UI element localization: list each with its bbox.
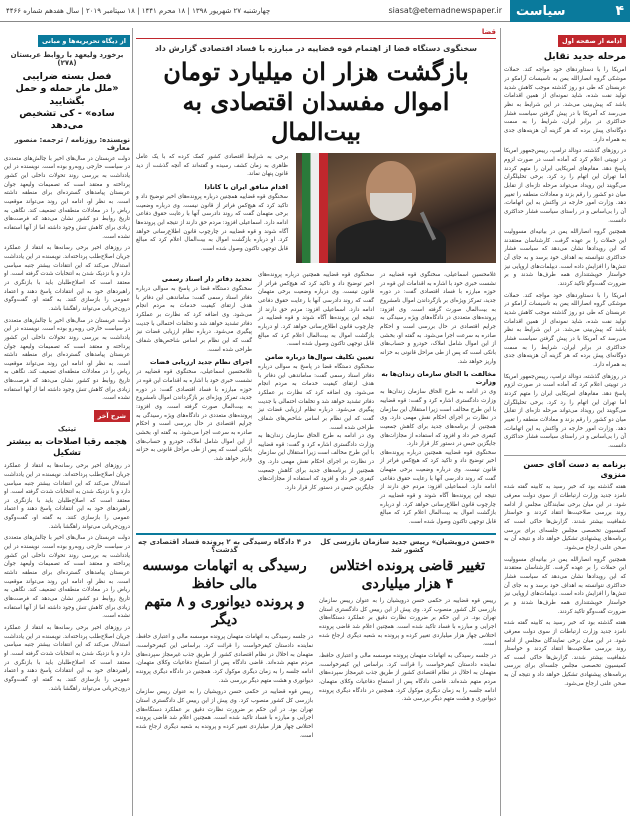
story-body: در جلسه رسیدگی به اتهامات متهمان پرونده موسسه مالی و اعتباری حافظ، نماینده دادستان کیفرخواست را قرائت کرد. براساس این کیفرخواست، متهمان به اخلال در نظام اقتصادی کشور از طریق جذب غیرمجاز سپرده‌های مردم متهم شده‌اند. قاضی دادگاه پس از استماع دفاعیات وکلای متهمان، ادامه جلسه را به زمان دیگری موکول کرد. همچنین در دادگاه دیگری پرونده دیوانوری و هشت متهم دیگر بررسی شد.	[319, 653, 496, 703]
column-body: در روزهای گذشته، دونالد ترامپ، رییس‌جمهور امریکا در توییتی اعلام کرد که آماده است در صورت لزوم پاسخ دهد. مقام‌های امریکایی ایران را متهم کردند اما تهران این اتهام را رد کرد. برخی تحلیلگران می‌گویند این رویداد می‌تواند مرحله تازه‌ای از تقابل میان دو کشور را رقم بزند و معادلات منطقه را تغییر دهد. وزارت امور خارجه در واکنش به این اتهامات، آن را بی‌اساس و در راستای سیاست فشار حداکثری دانست.	[504, 373, 626, 449]
subheading: تحدید دفاتر دار اسناد رسمی	[161, 275, 252, 283]
story-title: هجمه رقبا اصلاحات به بیشتر تشکیل	[7, 437, 127, 459]
photo-figure	[370, 193, 412, 221]
body-text: سخنگوی دستگاه قضا در پاسخ به سوالی درباره دفاتر اسناد رسمی گفت: ساماندهی این دفاتر با هدف ارتقای کیفیت خدمات به مردم انجام می‌شود. وی اضافه کرد که نظارت بر عملکرد دفاتر تشدید خواهد شد و تخلفات احتمالی با جدیت پیگیری می‌شود. درباره نظام ارزیابی قضات نیز گفت که این نظام بر اساس شاخص‌های شفاف طراحی شده است.	[258, 363, 374, 431]
headline-line: تغییر قاضی پرونده اختلاس	[329, 557, 486, 574]
story-body: دولت عربستان در سال‌های اخیر با چالش‌های متعددی در سیاست خارجی روبه‌رو بوده است. نویسنده در این یادداشت به بررسی روند تحولات داخلی این کشور پرداخته و معتقد است که تصمیمات ولیعهد جوان عربستان پیامدهای گسترده‌ای برای منطقه داشته است. به نظر او، ادامه این روند می‌تواند موقعیت ریاض را در معادلات منطقه‌ای تضعیف کند. نگاهی به تاریخ روابط دو کشور نشان می‌دهد که فرصت‌های زیادی برای کاهش تنش وجود داشته اما از آنها استفاده نشده است.	[4, 535, 130, 620]
spokesperson-photo	[296, 153, 496, 263]
story-overline: در ۴ دادگاه رسیدگی به ۲ پرونده فساد اقتصادی چه گذشت؟	[137, 537, 312, 554]
bottom-stories	[136, 533, 496, 741]
left-column	[4, 28, 130, 816]
story-body: رییس قوه قضاییه در حکمی حسن درویشیان را به عنوان رییس سازمان بازرسی کل کشور منصوب کرد. وی پیش از این رییس کل دادگستری استان تهران بود. در این حکم بر ضرورت نظارت دقیق بر عملکرد دستگاه‌های اجرایی و مبارزه با فساد تاکید شده است. همچنین اعلام شد قاضی پرونده اختلاس چهار هزار میلیاردی تغییر کرده و پرونده به شعبه دیگری ارجاع شده است.	[319, 598, 496, 648]
body-text: سخنگوی دستگاه قضا در پاسخ به سوالی درباره دفاتر اسناد رسمی گفت: ساماندهی این دفاتر با هدف ارتقای کیفیت خدمات به مردم انجام می‌شود. وی اضافه کرد که نظارت بر عملکرد دفاتر تشدید خواهد شد و تخلفات احتمالی با جدیت پیگیری می‌شود. درباره نظام ارزیابی قضات نیز گفت که این نظام بر اساس شاخص‌های شفاف طراحی شده است.	[136, 286, 252, 353]
bottom-story-left	[136, 538, 313, 741]
column-body: دولت عربستان در سال‌های اخیر با چالش‌های متعددی در سیاست خارجی روبه‌رو بوده است. نویسنده در این یادداشت به بررسی روند تحولات داخلی این کشور پرداخته و معتقد است که تصمیمات ولیعهد جوان عربستان پیامدهای گسترده‌ای برای منطقه داشته است. به نظر او، ادامه این روند می‌تواند موقعیت ریاض را در معادلات منطقه‌ای تضعیف کند. نگاهی به تاریخ روابط دو کشور نشان می‌دهد که فرصت‌های زیادی برای کاهش تنش وجود داشته اما از آنها استفاده نشده است.	[4, 317, 130, 402]
flag-image	[302, 153, 328, 263]
column-body: امریکا را با دستاوردهای خود مواجه کند. حملات موشکی گروه انصارالله یمن به تاسیسات آرامکو در عربستان که طی دو روز گذشته موجب کاهش شدید تولید نفت شده، شاید نمونه‌ای از همین اقدامات باشد که پیش‌بینی می‌شد. در این شرایط به نظر می‌رسد که آمریکا با در پیش گرفتن سیاست فشار حداکثری در برابر ایران، شرایط را به سمت دوگانه‌ای پیش برده که هر گزینه آن هزینه‌های جدی به همراه دارد.	[504, 67, 626, 143]
divider	[504, 455, 626, 456]
column-body: امریکا را با دستاوردهای خود مواجه کند. حملات موشکی گروه انصارالله یمن به تاسیسات آرامکو در عربستان که طی دو روز گذشته موجب کاهش شدید تولید نفت شده، شاید نمونه‌ای از همین اقدامات باشد که پیش‌بینی می‌شد. در این شرایط به نظر می‌رسد که آمریکا با در پیش گرفتن سیاست فشار حداکثری در برابر ایران، شرایط را به سمت دوگانه‌ای پیش برده که هر گزینه آن هزینه‌های جدی به همراه دارد.	[504, 292, 626, 368]
body-text: وی در ادامه به طرح الحاق سازمان زندان‌ها به وزارت دادگستری اشاره کرد و گفت: قوه قضاییه با این طرح مخالف است زیرا استقلال این سازمان در نظارت بر اجرای احکام نقش مهمی دارد. وی همچنین از برنامه‌های جدید برای کاهش جمعیت کیفری خبر داد و افزود که استفاده از مجازات‌های جایگزین حبس در دستور کار قرار دارد.	[258, 433, 374, 492]
story-body: در روزهای اخیر برخی رسانه‌ها به انتقاد از عملکرد جریان اصلاح‌طلب پرداخته‌اند. نویسنده در این یادداشت استدلال می‌کند که این انتقادات بیشتر جنبه سیاسی دارد و با نزدیک شدن به انتخابات شدت گرفته است. او معتقد است که اصلاح‌طلبان باید با بازنگری در راهبردهای خود به این انتقادات پاسخ دهند و اعتماد عمومی را بازسازی کنند. به گفته او، گفت‌وگوی درون‌جریانی می‌تواند راهگشا باشد.	[4, 463, 130, 530]
headline-line: بازگشت هزار ان میلیارد تومان	[163, 57, 469, 86]
body-text: غلامحسین اسماعیلی، سخنگوی قوه قضاییه در نشست خبری خود با اشاره به اقدامات این قوه در حوزه مبارزه با فساد اقتصادی گفت: در دوره جدید، تمرکز ویژه‌ای بر بازگرداندن اموال نامشروع به بیت‌المال صورت گرفته است. وی افزود: پرونده‌های متعددی در دادگاه‌های ویژه رسیدگی به جرایم اقتصادی در حال بررسی است و احکام صادره به سرعت اجرا می‌شود. به گفته او، بخشی از این اموال شامل املاک، خودرو و حساب‌های بانکی است که پس از طی مراحل قانونی به خزانه واریز خواهد شد.	[380, 272, 496, 365]
column-kicker: شرح آخر	[94, 410, 130, 422]
body-text: سخنگوی قوه قضاییه همچنین درباره پرونده‌های اخیر توضیح داد و تاکید کرد که هیچ‌کس فراتر از قانون نیست. وی درباره وضعیت برخی متهمان گفت که روند دادرسی آنها با رعایت حقوق دفاعی ادامه دارد. اسماعیلی افزود: مردم حق دارند از نتیجه این پرونده‌ها آگاه شوند و قوه قضاییه در چارچوب قانون اطلاع‌رسانی خواهد کرد. او درباره بازگشت اموال به بیت‌المال اعلام کرد که مبالغ قابل توجهی تاکنون وصول شده است.	[380, 449, 496, 526]
author-line: نویسنده: روزنامه / ترجمه: منصور معارف	[14, 135, 130, 152]
subheading: اقدام منافق ایران با کانادا	[204, 182, 288, 191]
body-text: غلامحسین اسماعیلی، سخنگوی قوه قضاییه در نشست خبری خود با اشاره به اقدامات این قوه در حوزه مبارزه با فساد اقتصادی گفت: در دوره جدید، تمرکز ویژه‌ای بر بازگرداندن اموال نامشروع به بیت‌المال صورت گرفته است. وی افزود: پرونده‌های متعددی در دادگاه‌های ویژه رسیدگی به جرایم اقتصادی در حال بررسی است و احکام صادره به سرعت اجرا می‌شود. به گفته او، بخشی از این اموال شامل املاک، خودرو و حساب‌های بانکی است که پس از طی مراحل قانونی به خزانه واریز خواهد شد.	[136, 369, 252, 462]
bottom-story-right	[319, 538, 496, 741]
column-kicker: ادامه از صفحه اول	[558, 35, 626, 47]
story-headline	[319, 557, 496, 593]
story-columns	[136, 271, 496, 527]
headline-line: رسیدگی به اتهامات موسسه مالی حافظ	[142, 557, 307, 592]
headline-line: و پرونده دیوانوری و ۸ متهم دیگر	[144, 594, 305, 629]
section-banner	[510, 0, 630, 22]
column-body: در روزهای گذشته، دونالد ترامپ، رییس‌جمهور امریکا در توییتی اعلام کرد که آماده است در صورت لزوم پاسخ دهد. مقام‌های امریکایی ایران را متهم کردند اما تهران این اتهام را رد کرد. برخی تحلیلگران می‌گویند این رویداد می‌تواند مرحله تازه‌ای از تقابل میان دو کشور را رقم بزند و معادلات منطقه را تغییر دهد. وزارت امور خارجه در واکنش به این اتهامات، آن را بی‌اساس و در راستای سیاست فشار حداکثری دانست.	[504, 148, 626, 224]
subheading: مخالفت با الحاق سازمان زندان‌ها به وزارت	[381, 370, 496, 387]
subheading: تعیین تکلیف سوال‌ها درباره ضامن	[264, 352, 374, 361]
lead-text: برخی به شرایط اقتصادی کشور کمک کرده که با یک عامل ظاهری به زمان کشف رسیده و گفته‌اند که آنچه گذشت از دید قانون پنهان نماند.	[136, 154, 288, 178]
column-body: دولت عربستان در سال‌های اخیر با چالش‌های متعددی در سیاست خارجی روبه‌رو بوده است. نویسنده در این یادداشت به بررسی روند تحولات داخلی این کشور پرداخته و معتقد است که تصمیمات ولیعهد جوان عربستان پیامدهای گسترده‌ای برای منطقه داشته است. به نظر او، ادامه این روند می‌تواند موقعیت ریاض را در معادلات منطقه‌ای تضعیف کند. نگاهی به تاریخ روابط دو کشور نشان می‌دهد که فرصت‌های زیادی برای کاهش تنش وجود داشته اما از آنها استفاده نشده است.	[4, 155, 130, 240]
page-number: ۴	[615, 3, 624, 19]
column-title: مرحله جدید تقابل	[543, 51, 626, 62]
subheading: اجرای نظام جدید ارزیابی قضات	[149, 358, 252, 367]
story-column	[258, 271, 374, 527]
story-body: هفته گذشته بود که خبر رسید به کابینه گفته شده نامزد جدید وزارت ارتباطات از سوی دولت معرفی شود. در این میان برخی نمایندگان مجلس از ادامه روند بررسی صلاحیت‌ها انتقاد کردند و خواستار شفافیت بیشتر شدند. گزارش‌ها حاکی است که کمیسیون تخصصی مجلس جلسه‌ای برای بررسی برنامه‌های پیشنهادی تشکیل خواهد داد و نتیجه آن به صحن علنی ارجاع می‌شود.	[504, 620, 626, 687]
story-overline: سخنگوی دستگاه قضا از اهتمام قوه قضاییه در مبارزه با فساد اقتصادی گزارش داد	[154, 44, 478, 53]
lead-column	[136, 153, 288, 254]
main-headline	[136, 57, 496, 147]
story-body: همچنین گروه انصارالله یمن در بیانیه‌ای مسوولیت این حملات را بر عهده گرفت. کارشناسان معتقدند که این رویدادها نشان می‌دهد که سیاست فشار حداکثری نتوانسته به اهداف خود برسد و به جای آن تنش‌ها را افزایش داده است. دیپلمات‌های اروپایی نیز خواستار خویشتنداری همه طرف‌ها شدند و بر ضرورت گفت‌وگو تاکید کردند.	[504, 556, 626, 615]
column-divider	[500, 28, 501, 816]
column-kicker: از دیگاه تحریریه‌ها و مبانی	[38, 35, 130, 47]
body-text: سخنگوی قوه قضاییه همچنین درباره پرونده‌های اخیر توضیح داد و تاکید کرد که هیچ‌کس فراتر از قانون نیست. وی درباره وضعیت برخی متهمان گفت که روند دادرسی آنها با رعایت حقوق دفاعی ادامه دارد. اسماعیلی افزود: مردم حق دارند از نتیجه این پرونده‌ها آگاه شوند و قوه قضاییه در چارچوب قانون اطلاع‌رسانی خواهد کرد. او درباره بازگشت اموال به بیت‌المال اعلام کرد که مبالغ قابل توجهی تاکنون وصول شده است.	[258, 272, 374, 348]
story-section-bar	[136, 28, 496, 39]
story-overline: «حسن درویشیان» رییس جدید سازمان بازرسی کل کشور شد	[320, 537, 495, 554]
column-body: در روزهای اخیر برخی رسانه‌ها به انتقاد از عملکرد جریان اصلاح‌طلب پرداخته‌اند. نویسنده در این یادداشت استدلال می‌کند که این انتقادات بیشتر جنبه سیاسی دارد و با نزدیک شدن به انتخابات شدت گرفته است. او معتقد است که اصلاح‌طلبان باید با بازنگری در راهبردهای خود به این انتقادات پاسخ دهند و اعتماد عمومی را بازسازی کنند. به گفته او، گفت‌وگوی درون‌جریانی می‌تواند راهگشا باشد.	[4, 245, 130, 312]
story-column	[136, 271, 252, 527]
column-overline: برخورد ولیعهد با روابط عربستان (۲۷۸)	[10, 51, 124, 67]
right-column	[504, 28, 626, 816]
page-header	[0, 0, 630, 22]
story-column	[380, 271, 496, 527]
headline-line: ۴ هزار میلیاردی	[361, 575, 454, 592]
column-body: همچنین گروه انصارالله یمن در بیانیه‌ای مسوولیت این حملات را بر عهده گرفت. کارشناسان معتقدند که این رویدادها نشان می‌دهد که سیاست فشار حداکثری نتوانسته به اهداف خود برسد و به جای آن تنش‌ها را افزایش داده است. دیپلمات‌های اروپایی نیز خواستار خویشتنداری همه طرف‌ها شدند و بر ضرورت گفت‌وگو تاکید کردند.	[504, 229, 626, 288]
story-section-label: قضا	[481, 28, 496, 36]
issue-date-line: چهارشنبه ۲۷ شهریور ۱۳۹۸ | ۱۸ محرم ۱۴۴۱ | ۱۸ سپتامبر ۲۰۱۹ | سال هفدهم شماره ۴۴۶۶	[0, 0, 380, 22]
column-divider	[132, 28, 133, 816]
section-email[interactable]: siasat@etemadnewspaper.ir	[380, 0, 510, 22]
column-title: فصل بسته‌ ضرایبی «ملل مار حمله و حمل بگشایید ساده» - کی تشخیص می‌دهد	[15, 71, 119, 132]
story-body: رییس قوه قضاییه در حکمی حسن درویشیان را به عنوان رییس سازمان بازرسی کل کشور منصوب کرد. وی پیش از این رییس کل دادگستری استان تهران بود. در این حکم بر ضرورت نظارت دقیق بر عملکرد دستگاه‌های اجرایی و مبارزه با فساد تاکید شده است. همچنین اعلام شد قاضی پرونده اختلاس چهار هزار میلیاردی تغییر کرده و پرونده به شعبه دیگری ارجاع شده است.	[136, 689, 313, 739]
story-body: هفته گذشته بود که خبر رسید به کابینه گفته شده نامزد جدید وزارت ارتباطات از سوی دولت معرفی شود. در این میان برخی نمایندگان مجلس از ادامه روند بررسی صلاحیت‌ها انتقاد کردند و خواستار شفافیت بیشتر شدند. گزارش‌ها حاکی است که کمیسیون تخصصی مجلس جلسه‌ای برای بررسی برنامه‌های پیشنهادی تشکیل خواهد داد و نتیجه آن به صحن علنی ارجاع می‌شود.	[504, 484, 626, 551]
story-overline: تیتیک	[57, 425, 77, 434]
body-text: سخنگوی قوه قضاییه همچنین درباره پرونده‌های اخیر توضیح داد و تاکید کرد که هیچ‌کس فراتر از قانون نیست. وی درباره وضعیت برخی متهمان گفت که روند دادرسی آنها با رعایت حقوق دفاعی ادامه دارد. اسماعیلی افزود: مردم حق دارند از نتیجه این پرونده‌ها آگاه شوند و قوه قضاییه در چارچوب قانون اطلاع‌رسانی خواهد کرد. او درباره بازگشت اموال به بیت‌المال اعلام کرد که مبالغ قابل توجهی تاکنون وصول شده است.	[136, 193, 288, 252]
story-title: برنامه به دست آقای حسن منزوی	[523, 459, 626, 479]
headline-line: اموال مفسدان اقتصادی به بیت‌المال	[182, 87, 450, 146]
story-body: در جلسه رسیدگی به اتهامات متهمان پرونده موسسه مالی و اعتباری حافظ، نماینده دادستان کیفرخواست را قرائت کرد. براساس این کیفرخواست، متهمان به اخلال در نظام اقتصادی کشور از طریق جذب غیرمجاز سپرده‌های مردم متهم شده‌اند. قاضی دادگاه پس از استماع دفاعیات وکلای متهمان، ادامه جلسه را به زمان دیگری موکول کرد. همچنین در دادگاه دیگری پرونده دیوانوری و هشت متهم دیگر بررسی شد.	[136, 634, 313, 684]
story-headline	[136, 557, 313, 630]
story-body: در روزهای اخیر برخی رسانه‌ها به انتقاد از عملکرد جریان اصلاح‌طلب پرداخته‌اند. نویسنده در این یادداشت استدلال می‌کند که این انتقادات بیشتر جنبه سیاسی دارد و با نزدیک شدن به انتخابات شدت گرفته است. او معتقد است که اصلاح‌طلبان باید با بازنگری در راهبردهای خود به این انتقادات پاسخ دهند و اعتماد عمومی را بازسازی کنند. به گفته او، گفت‌وگوی درون‌جریانی می‌تواند راهگشا باشد.	[4, 625, 130, 692]
lead-area	[136, 153, 496, 252]
section-name: سیاست	[516, 3, 566, 19]
body-text: وی در ادامه به طرح الحاق سازمان زندان‌ها به وزارت دادگستری اشاره کرد و گفت: قوه قضاییه با این طرح مخالف است زیرا استقلال این سازمان در نظارت بر اجرای احکام نقش مهمی دارد. وی همچنین از برنامه‌های جدید برای کاهش جمعیت کیفری خبر داد و افزود که استفاده از مجازات‌های جایگزین حبس در دستور کار قرار دارد.	[380, 389, 496, 448]
main-story-area	[136, 28, 496, 816]
